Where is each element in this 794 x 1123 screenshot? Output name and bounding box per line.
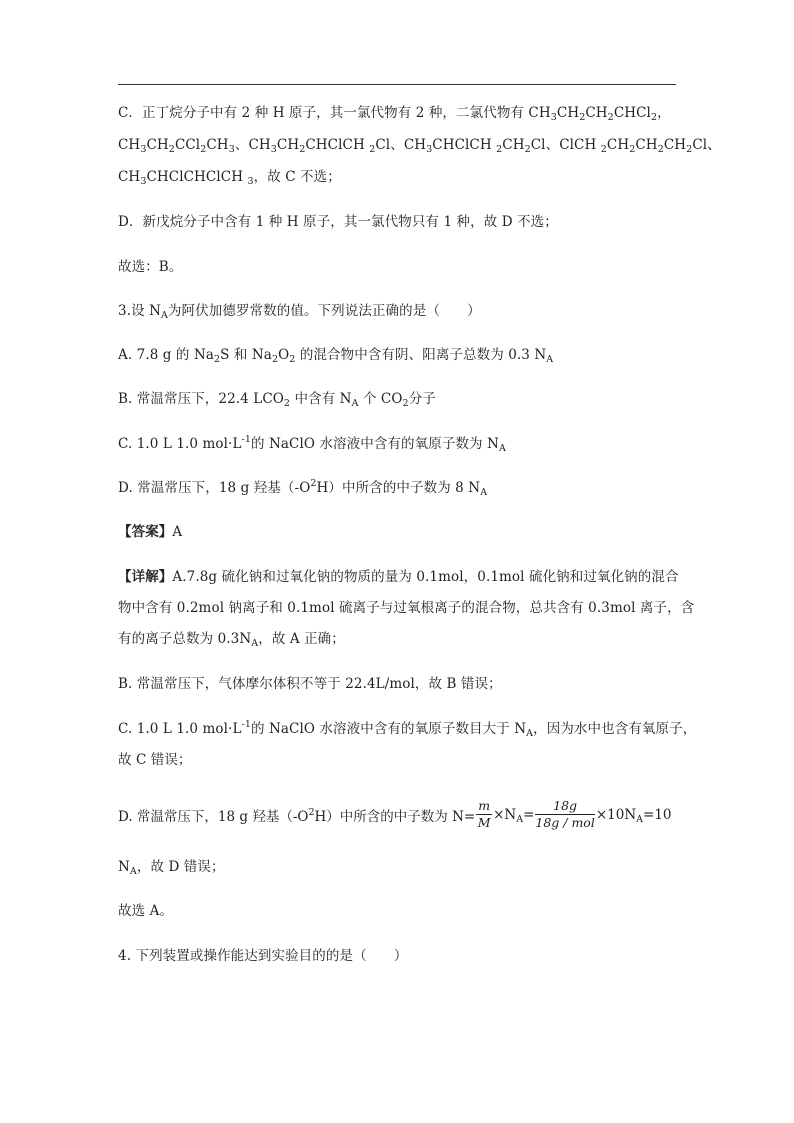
select-a: 故选 A。 (118, 903, 174, 919)
fraction-m-over-m (476, 798, 492, 831)
select-b: 故选：B。 (118, 259, 183, 275)
fraction-1-numerator: m (478, 798, 491, 813)
detail-text-1: A.7.8g 硫化钠和过氧化钠的物质的量为 0.1mol，0.1mol 硫化钠和过氧化钠的混合 (172, 569, 679, 585)
question-3-option-b: B. 常温常压下，22.4 $LCO_2$ 中含有 $N_A$ 个 $CO_2$分子 (118, 391, 436, 409)
question-4: 4. 下列装置或操作能达到实验目的的是（ ） (118, 948, 408, 964)
option-d-explanation: D．新戊烷分子中含有 1 种 H 原子，其一氯代物只有 1 种，故 D 不选； (118, 214, 558, 230)
formula-suffix: $\times 10N_A=10$ (595, 806, 672, 825)
fraction-18g-over-molar (535, 798, 594, 831)
formula-middle: $\times N_A=$ (493, 806, 535, 825)
option-c-line-2: $CH_3CH_2CCl_2CH_3$、$CH_3CH_2CHClCH$ $_2$Cl、$CH_3CHClCH$ $_2CH_2Cl$、ClCH $_2CH_2CH_2CH_2Cl$、 (118, 137, 721, 155)
question-3: 3.设 $N_A$为阿伏加德罗常数的值。下列说法正确的是（ ） (118, 303, 481, 321)
explanation-c-line-2: 故 C 错误； (118, 752, 192, 768)
fraction-2-numerator: 18g (535, 798, 594, 815)
detail-label: 【详解】 (118, 569, 173, 585)
answer-value: A (172, 524, 183, 540)
fraction-2-denominator: 18g / mol (535, 815, 595, 830)
answer-label: 【答案】 (118, 524, 173, 540)
fraction-1-denominator: M (477, 815, 491, 830)
question-3-option-d: D. 常温常压下，18 g 羟基$(-O^2H)$中所含的中子数为 8 $N_A$ (118, 478, 488, 498)
detail-line-3: 有的离子总数为 $0.3N_A$，故 A 正确； (118, 631, 345, 649)
option-c-line-1: C．正丁烷分子中有 2 种 H 原子，其一氯代物有 2 种，二氯代物有 $CH_3CH_2CH_2CHCl_2$， (118, 105, 671, 123)
option-c-line-3: $CH_3CHClCHClCH$ $_3$，故 C 不选； (118, 169, 341, 187)
detail-line-2: 物中含有 0.2mol 钠离子和 0.1mol 硫离子与过氧根离子的混合物，总共含有 0.3mol 离子，含 (118, 600, 695, 616)
explanation-d-line-2: $N_A$，故 D 错误； (118, 859, 225, 877)
explanation-b: B. 常温常压下，气体摩尔体积不等于 22.4L/mol，故 B 错误； (118, 676, 502, 692)
detail-line-1 (118, 568, 679, 586)
explanation-c-line-1: C. 1.0 L 1.0 $mol\cdot L^{-1}$的 NaClO 水溶液中含有的氧原子数目大于 $N_A$，因为水中也含有氧原子， (118, 719, 697, 739)
question-3-option-a: A. 7.8 g 的 $Na_2S$ 和 $Na_2O_2$ 的混合物中含有阴、阳离子总数为 0.3 $N_A$ (118, 347, 554, 365)
question-3-option-c: C. 1.0 L 1.0 $mol\cdot L^{-1}$的 NaClO 水溶液中含有的氧原子数为 $N_A$ (118, 434, 506, 454)
explanation-d-formula (118, 798, 672, 831)
answer-line (118, 523, 182, 541)
formula-prefix: D. 常温常压下，18 g 羟基$(-O^2H)$中所含的中子数为 N= (118, 806, 476, 825)
header-rule (118, 84, 676, 85)
